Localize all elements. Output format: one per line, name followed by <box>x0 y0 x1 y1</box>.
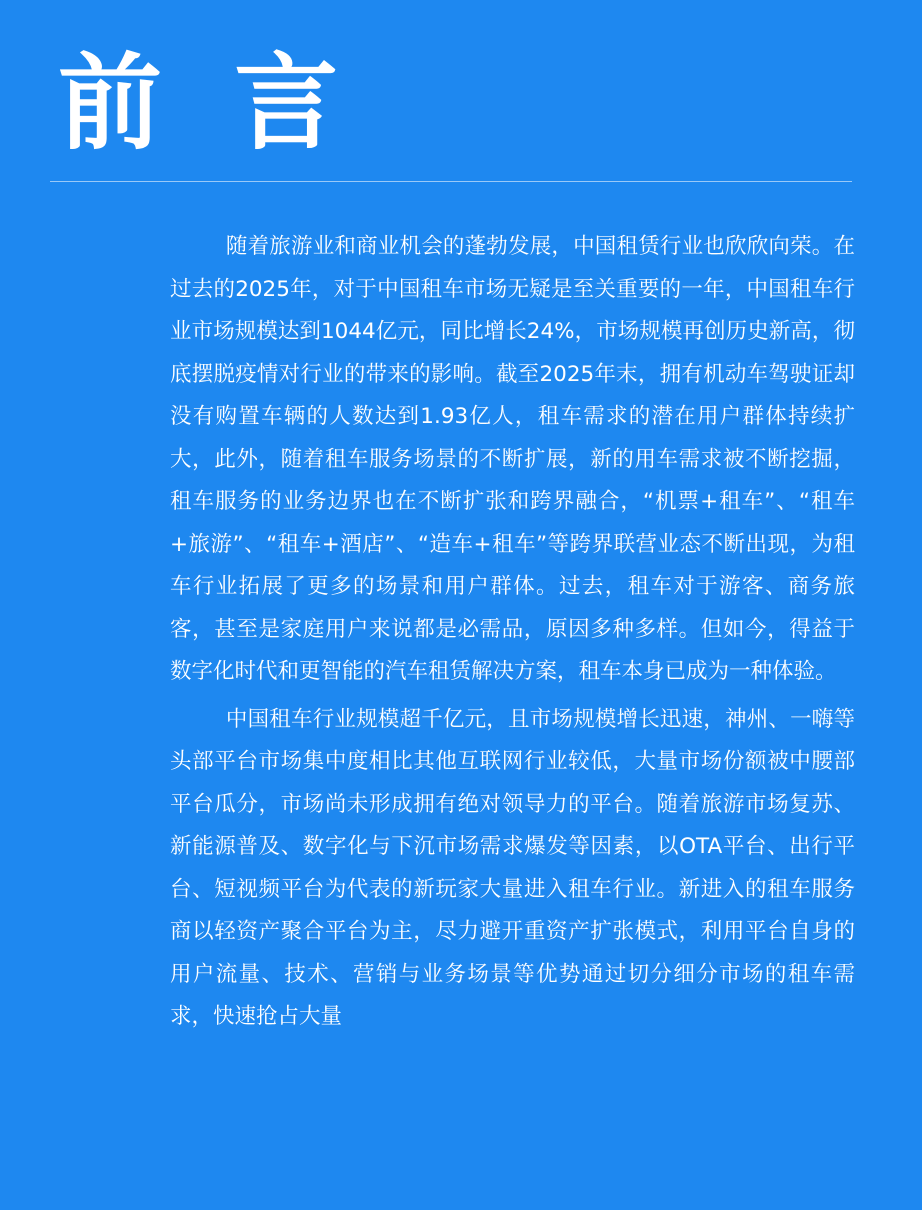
body-text <box>170 226 855 1044</box>
paragraph-1: 随着旅游业和商业机会的蓬勃发展，中国租赁行业也欣欣向荣。在过去的2025年，对于中国租车市场无疑是至关重要的一年，中国租车行业市场规模达到1044亿元，同比增长24%，市场规模再创历史新高，彻底摆脱疫情对行业的带来的影响。截至2025年末，拥有机动车驾驶证却没有购置车辆的人数达到1.93亿人，租车需求的潜在用户群体持续扩大，此外，随着租车服务场景的不断扩展，新的用车需求被不断挖掘，租车服务的业务边界也在不断扩张和跨界融合，“机票+租车”、“租车+旅游”、“租车+酒店”、“造车+租车”等跨界联营业态不断出现，为租车行业拓展了更多的场景和用户群体。过去，租车对于游客、商务旅客，甚至是家庭用户来说都是必需品，原因多种多样。但如今，得益于数字化时代和更智能的汽车租赁解决方案，租车本身已成为一种体验。 <box>170 234 855 684</box>
paragraph-2: 中国租车行业规模超千亿元，且市场规模增长迅速，神州、一嗨等头部平台市场集中度相比其他互联网行业较低，大量市场份额被中腰部平台瓜分，市场尚未形成拥有绝对领导力的平台。随着旅游市场复苏、新能源普及、数字化与下沉市场需求爆发等因素，以OTA平台、出行平台、短视频平台为代表的新玩家大量进入租车行业。新进入的租车服务商以轻资产聚合平台为主，尽力避开重资产扩张模式，利用平台自身的用户流量、技术、营销与业务场景等优势通过切分细分市场的租车需求，快速抢占大量 <box>170 706 855 1029</box>
title-divider <box>50 181 852 182</box>
page-title: 前 言 <box>58 41 357 164</box>
